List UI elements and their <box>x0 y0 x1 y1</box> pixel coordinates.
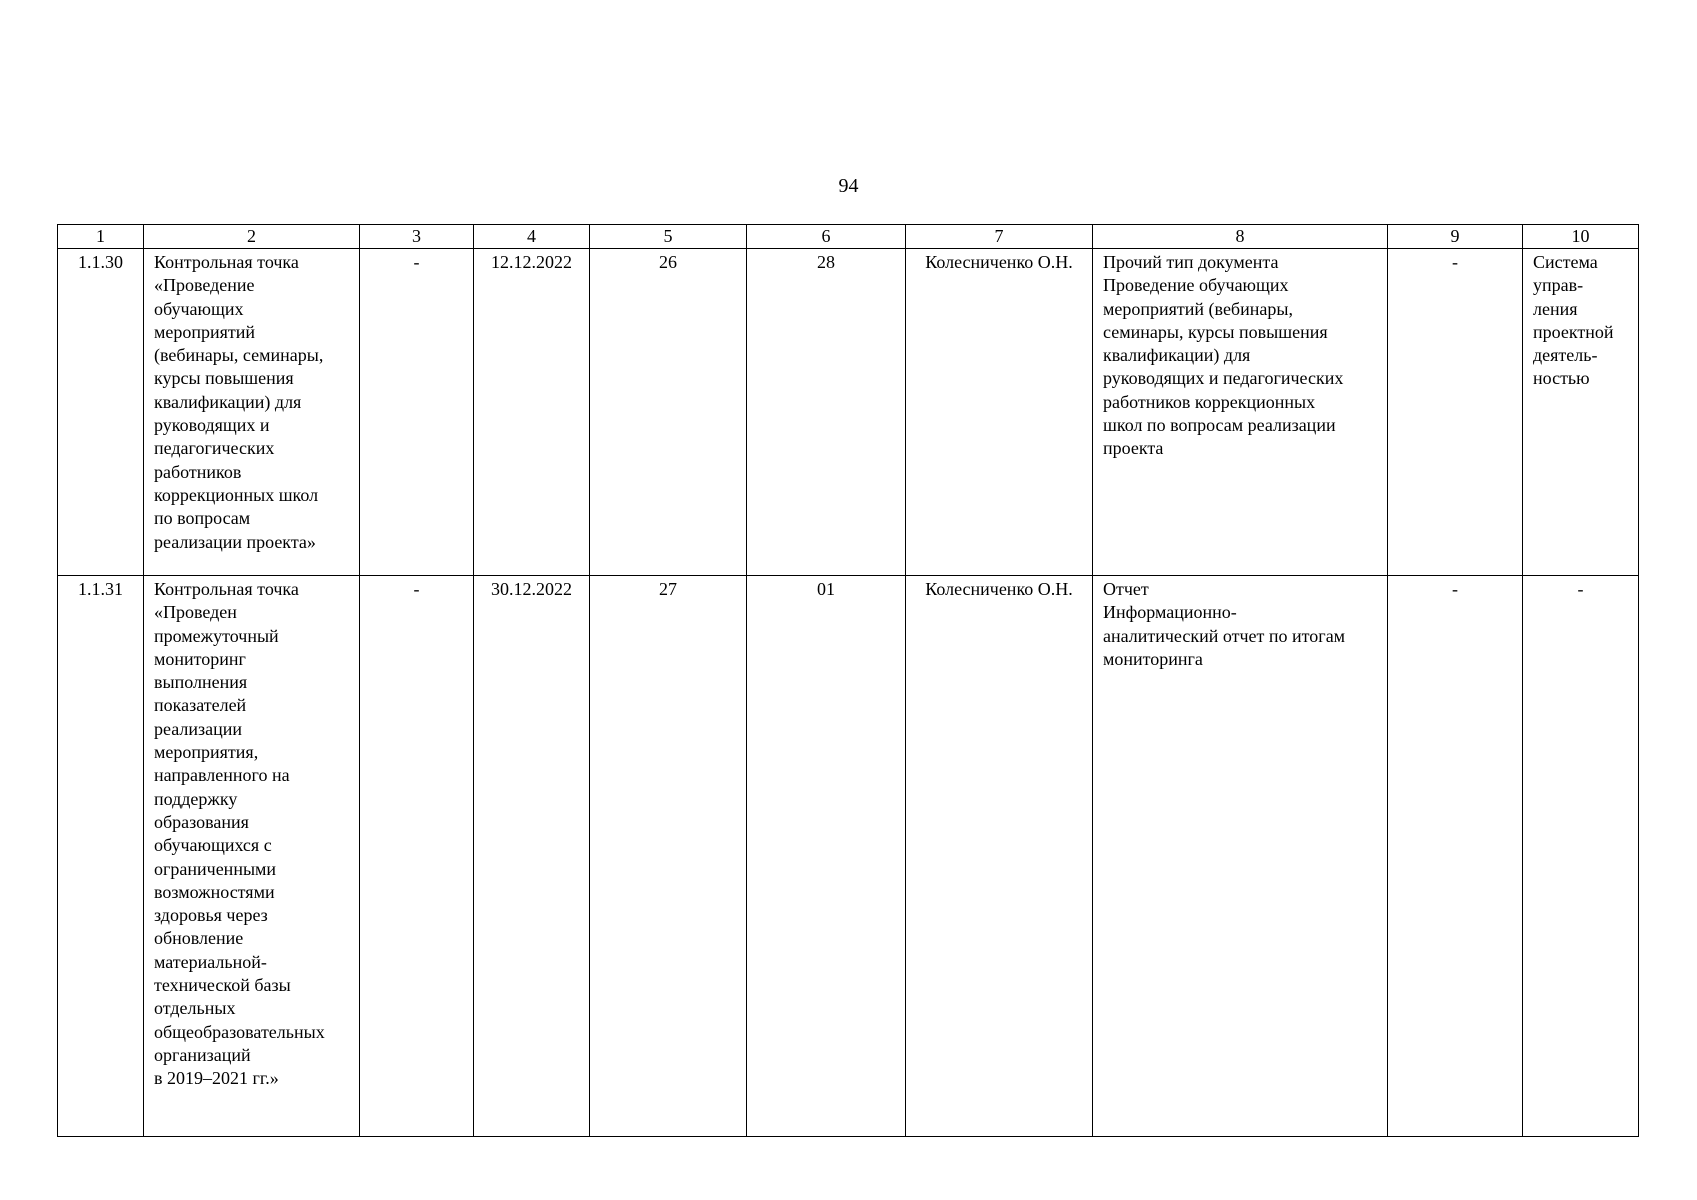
responsible-person: Колесниченко О.Н. <box>925 252 1073 272</box>
control-point-title: Контрольная точка «Проведен промежуточный мониторинг выполнения показателей реализации мероприятия, направленного на поддержку образования обучающихся с ограниченными возможностями здоровья через обновление материальной- технической базы отдельных общеобразовательных организаций в 2019–2021 гг.» <box>154 579 325 1089</box>
table-row <box>58 249 1639 576</box>
col-5-value: 27 <box>659 579 677 599</box>
col-6-value: 01 <box>817 579 835 599</box>
header-col-4: 4 <box>474 225 590 249</box>
system-value: Система управ- ления проектной деятель- ностью <box>1533 252 1614 389</box>
control-points-table <box>57 224 1639 1137</box>
col-9-value: - <box>1452 579 1458 599</box>
col-6-value: 28 <box>817 252 835 272</box>
header-col-5: 5 <box>590 225 747 249</box>
header-col-3: 3 <box>360 225 474 249</box>
col-3-value: - <box>413 579 420 599</box>
col-9-value: - <box>1452 252 1458 272</box>
header-col-1: 1 <box>58 225 144 249</box>
table-row <box>58 576 1639 1137</box>
date-value: 12.12.2022 <box>491 252 572 272</box>
control-point-title: Контрольная точка «Проведение обучающих мероприятий (вебинары, семинары, курсы повышения квалификации) для руководящих и педагогических работников коррекционных школ по вопросам реализации проекта» <box>154 252 324 552</box>
responsible-person: Колесниченко О.Н. <box>925 579 1073 599</box>
col-3-value: - <box>413 252 420 272</box>
header-col-10: 10 <box>1523 225 1639 249</box>
col-5-value: 26 <box>659 252 677 272</box>
document-type: Прочий тип документа Проведение обучающих мероприятий (вебинары, семинары, курсы повышения квалификации) для руководящих и педагогических работников коррекционных школ по вопросам реализации проекта <box>1103 252 1344 459</box>
header-row <box>58 225 1639 249</box>
header-col-9: 9 <box>1388 225 1523 249</box>
page-number: 94 <box>838 175 859 197</box>
row-number: 1.1.30 <box>78 252 123 272</box>
row-number: 1.1.31 <box>78 579 123 599</box>
header-col-2: 2 <box>144 225 360 249</box>
document-type: Отчет Информационно- аналитический отчет по итогам мониторинга <box>1103 579 1346 669</box>
header-col-6: 6 <box>747 225 906 249</box>
system-value: - <box>1577 579 1584 599</box>
date-value: 30.12.2022 <box>491 579 572 599</box>
header-col-7: 7 <box>906 225 1093 249</box>
header-col-8: 8 <box>1093 225 1388 249</box>
